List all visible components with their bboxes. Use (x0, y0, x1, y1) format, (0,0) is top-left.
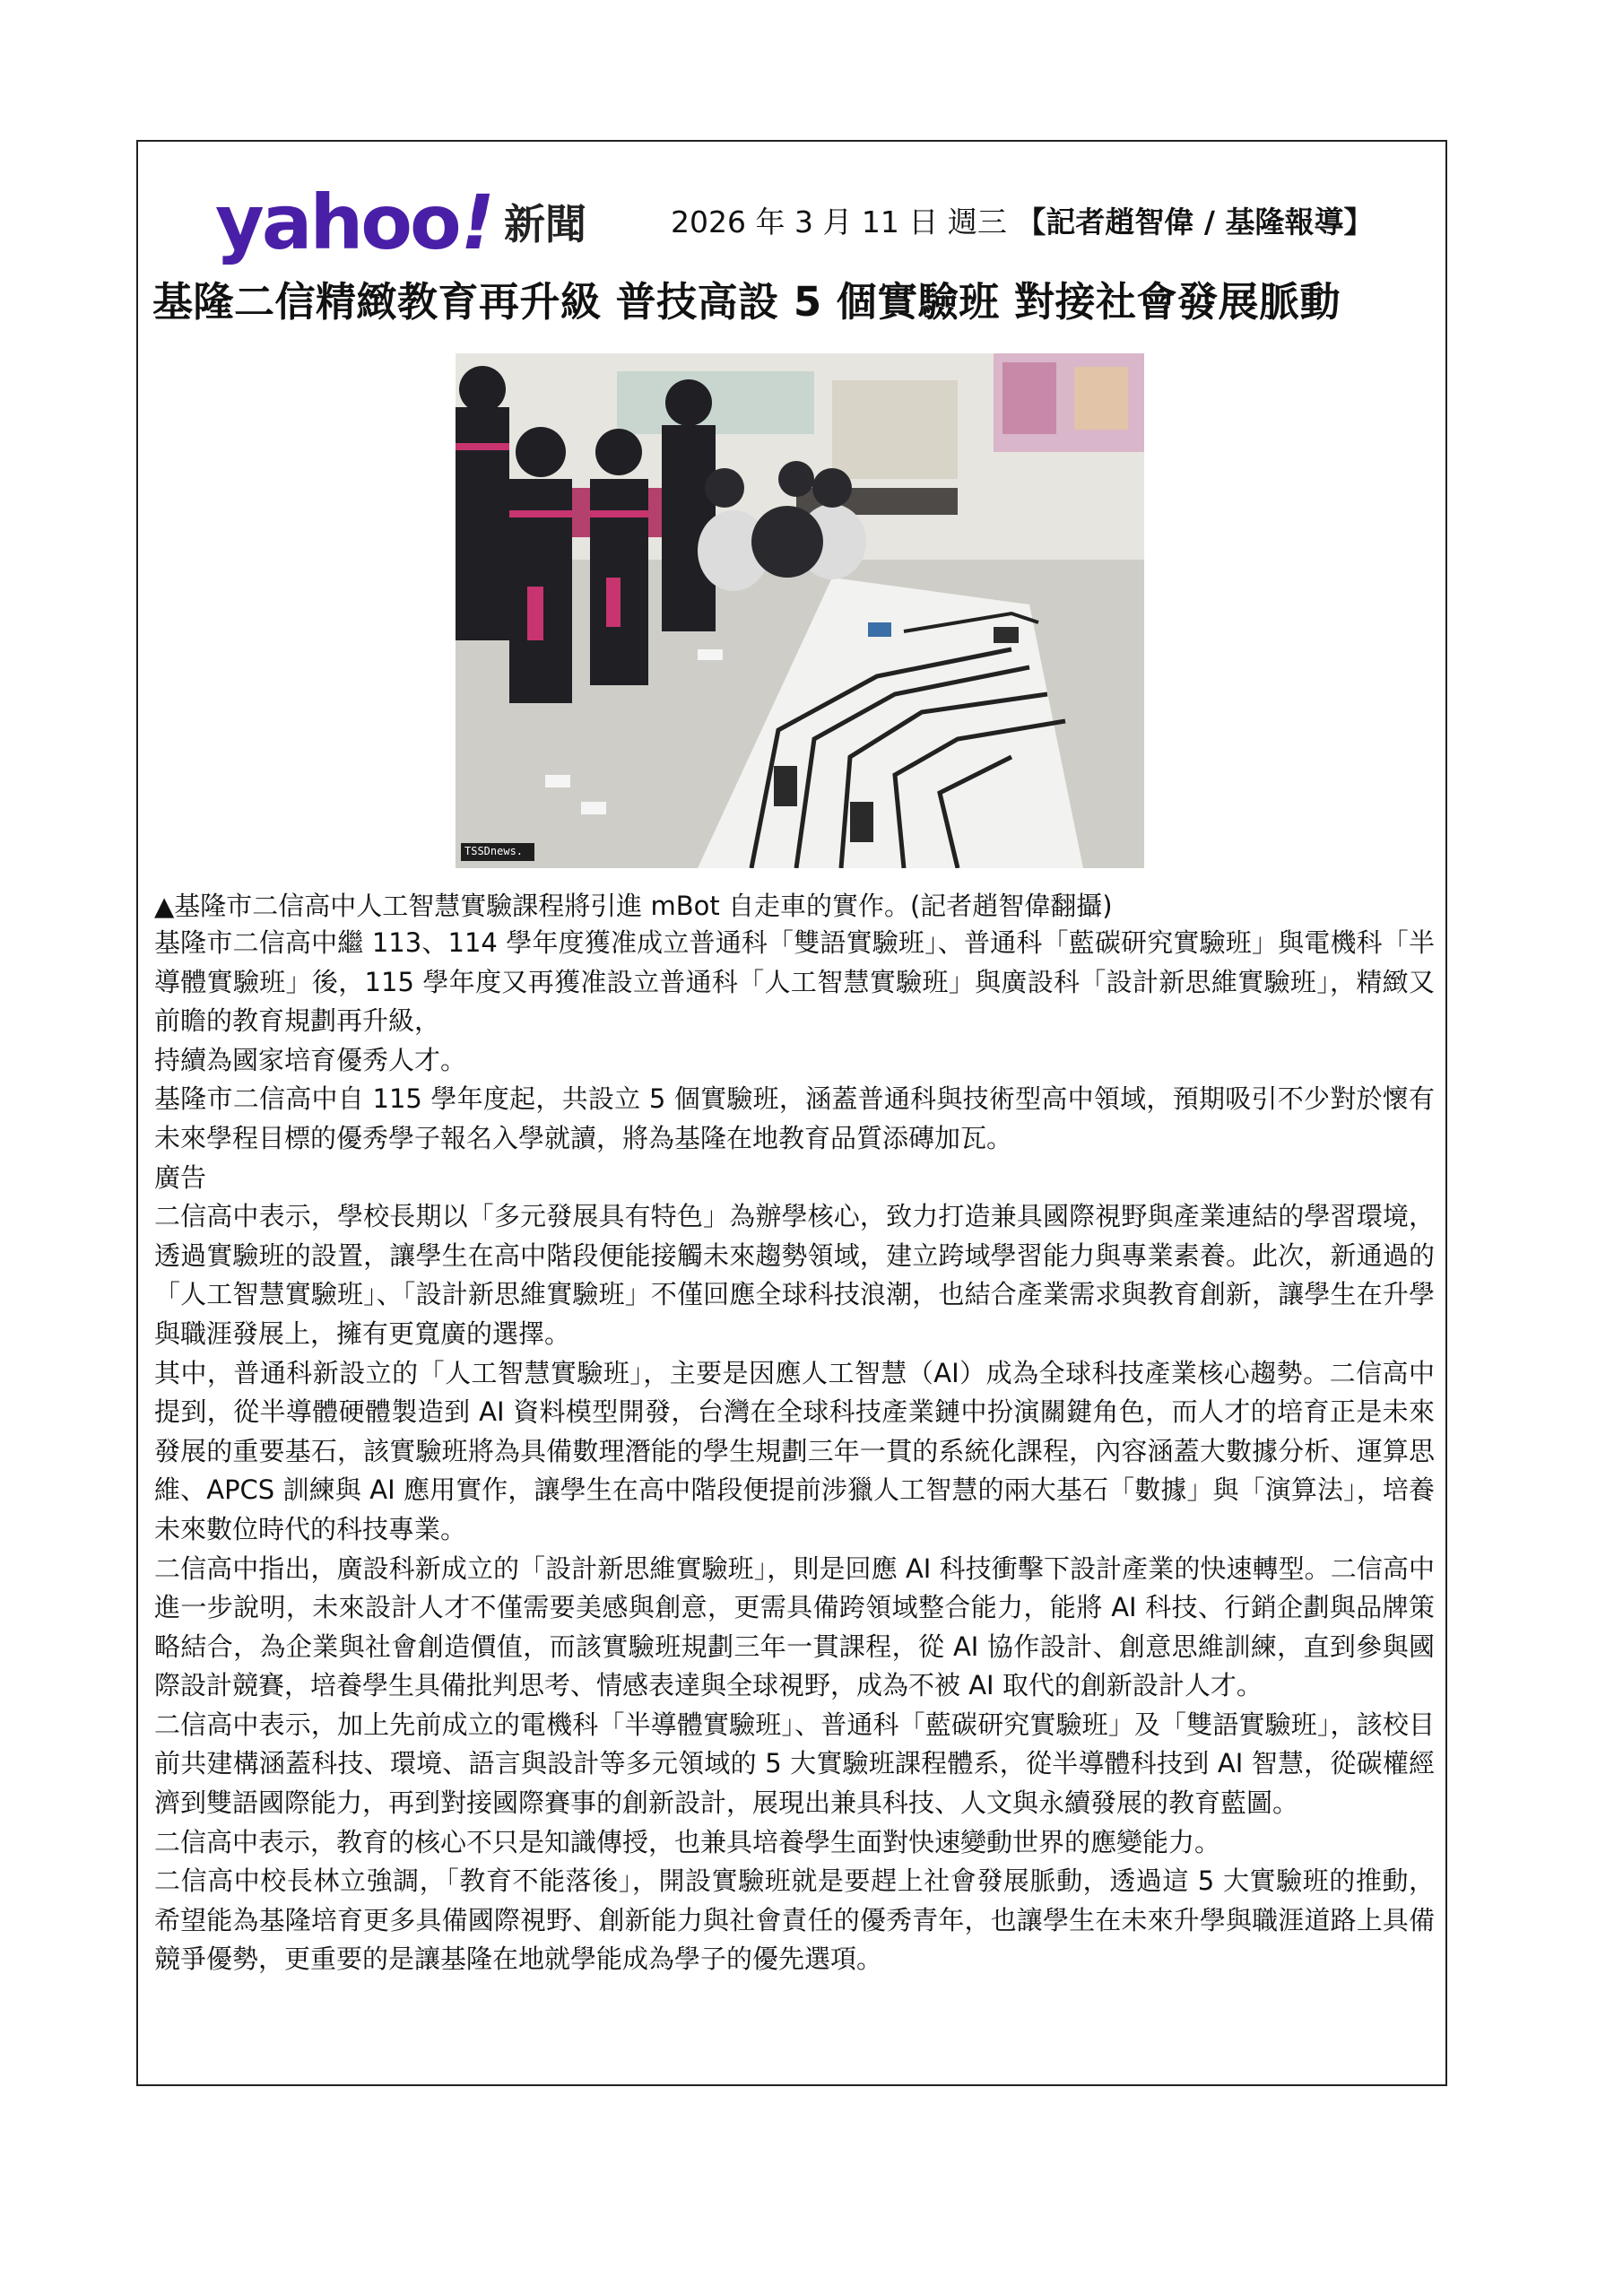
photo-caption: ▲基隆市二信高中人工智慧實驗課程將引進 mBot 自走車的實作。(記者趙智偉翻攝) (154, 891, 1113, 921)
paragraph: 二信高中指出，廣設科新成立的「設計新思維實驗班」，則是回應 AI 科技衝擊下設計產業的快速轉型。二信高中進一步說明，未來設計人才不僅需要美感與創意，更需具備跨領域整合能力，能將 AI 科技、行銷企劃與品牌策略結合，為企業與社會創造價值，而該實驗班規劃三年一貫課程，從 AI 協作設計、創意思維訓練，直到參與國際設計競賽，培養學生具備批判思考、情感表達與全球視野，成為不被 AI 取代的創新設計人才。 (154, 1552, 1435, 1701)
paragraph: 二信高中表示，教育的核心不只是知識傳授，也兼具培養學生面對快速變動世界的應變能力。 (154, 1826, 1221, 1857)
paragraph: 其中，普通科新設立的「人工智慧實驗班」，主要是因應人工智慧（AI）成為全球科技產業核心趨勢。二信高中提到，從半導體硬體製造到 AI 資料模型開發，台灣在全球科技產業鏈中扮演關鍵角色，而人才的培育正是未來發展的重要基石，該實驗班將為具備數理潛能的學生規劃三年一貫的系統化課程，內容涵蓋大數據分析、運算思維、APCS 訓練與 AI 應用實作，讓學生在高中階段便提前涉獵人工智慧的兩大基石「數據」與「演算法」，培養未來數位時代的科技專業。 (154, 1357, 1435, 1544)
dateline (671, 199, 1373, 241)
yahoo-news-logo[interactable] (215, 178, 586, 266)
paragraph: 二信高中表示，學校長期以「多元發展具有特色」為辦學核心，致力打造兼具國際視野與產業連結的學習環境，透過實驗班的設置，讓學生在高中階段便能接觸未來趨勢領域，建立跨域學習能力與專業素養。此次，新通過的「人工智慧實驗班」、「設計新思維實驗班」不僅回應全球科技浪潮，也結合產業需求與教育創新，讓學生在升學與職涯發展上，擁有更寬廣的選擇。 (154, 1201, 1435, 1349)
paragraph: 二信高中表示，加上先前成立的電機科「半導體實驗班」、普通科「藍碳研究實驗班」及「雙語實驗班」，該校目前共建構涵蓋科技、環境、語言與設計等多元領域的 5 大實驗班課程體系，從半導體科技到 AI 智慧，從碳權經濟到雙語國際能力，再到對接國際賽事的創新設計，展現出兼具科技、人文與永續發展的教育藍圖。 (154, 1709, 1435, 1819)
article-body (154, 924, 1435, 1979)
logo-news-label: 新聞 (503, 200, 586, 248)
publish-date: 2026 年 3 月 11 日 週三 (671, 204, 1007, 239)
paragraph: 基隆市二信高中自 115 學年度起，共設立 5 個實驗班，涵蓋普通科與技術型高中領域，預期吸引不少對於懷有未來學程目標的優秀學子報名入學就讀，將為基隆在地教育品質添磚加瓦。 (154, 1083, 1435, 1153)
reporter-credit: 【記者趙智偉 / 基隆報導】 (1016, 204, 1374, 239)
logo-wordmark: yahoo (215, 178, 459, 266)
article-photo (456, 353, 1144, 868)
paragraph: 二信高中校長林立強調，「教育不能落後」，開設實驗班就是要趕上社會發展脈動，透過這 5 大實驗班的推動，希望能為基隆培育更多具備國際視野、創新能力與社會責任的優秀青年，也讓學生在未來升學與職涯道路上具備競爭優勢，更重要的是讓基隆在地就學能成為學子的優先選項。 (154, 1866, 1435, 1975)
article-headline: 基隆二信精緻教育再升級 普技高設 5 個實驗班 對接社會發展脈動 (152, 278, 1341, 326)
photo-watermark: TSSDnews. (464, 845, 524, 857)
paragraph: 基隆市二信高中繼 113、114 學年度獲准成立普通科「雙語實驗班」、普通科「藍碳研究實驗班」與電機科「半導體實驗班」後，115 學年度又再獲准設立普通科「人工智慧實驗班」與廣設科「設計新思維實驗班」，精緻又前瞻的教育規劃再升級， (154, 927, 1435, 1037)
masthead (215, 178, 586, 266)
ad-label: 廣告 (154, 1161, 207, 1193)
paragraph: 持續為國家培育優秀人才。 (154, 1044, 467, 1075)
logo-exclamation: ! (460, 178, 495, 266)
